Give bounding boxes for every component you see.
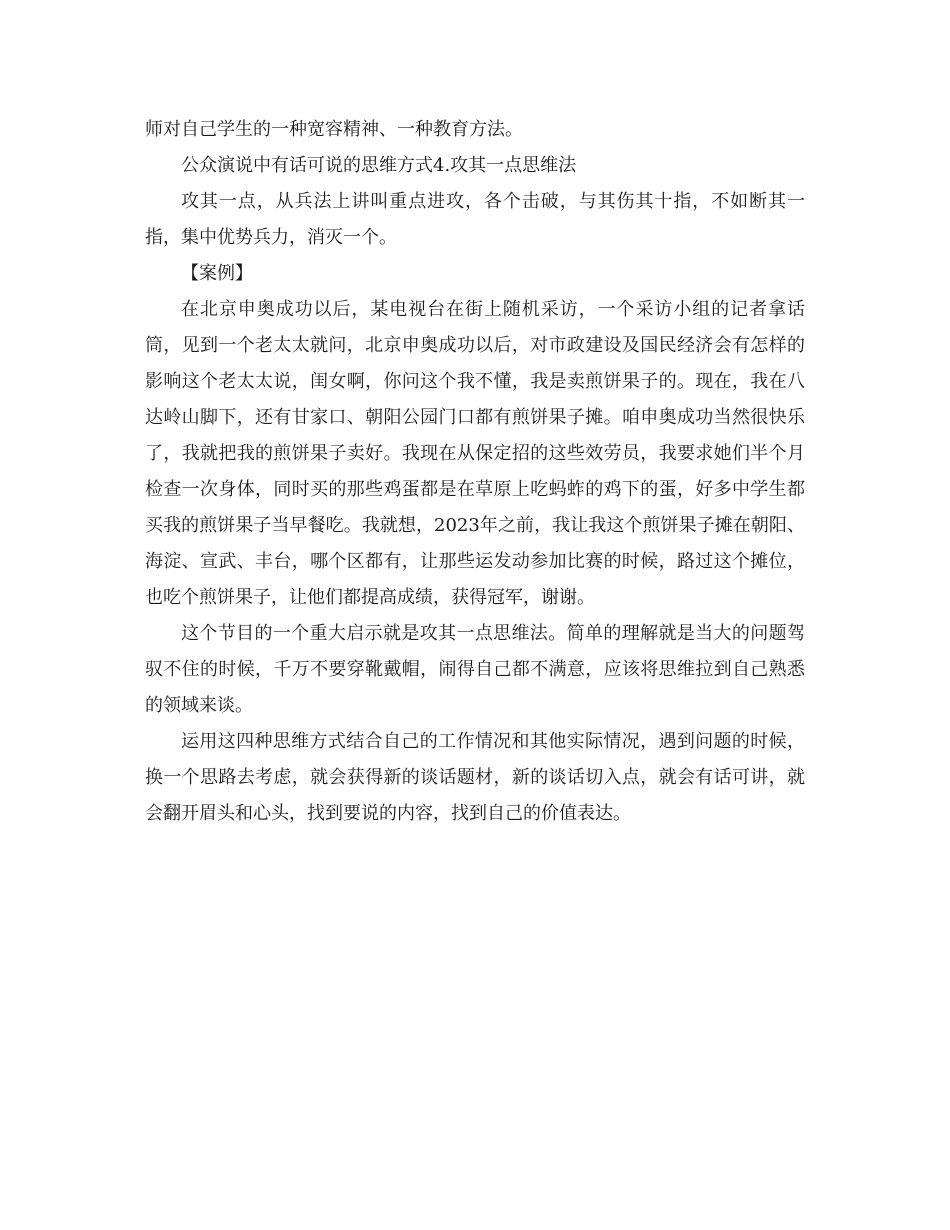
paragraph-case-story: 在北京申奥成功以后，某电视台在街上随机采访，一个采访小组的记者拿话筒，见到一个老太太就问，北京申奥成功以后，对市政建设及国民经济会有怎样的影响这个老太太说，闺女啊，你问这个我不懂，我是卖煎饼果子的。现在，我在八达岭山脚下，还有甘家口、朝阳公园门口都有煎饼果子摊。咱申奥成功当然很快乐了，我就把我的煎饼果子卖好。我现在从保定招的这些效劳员，我要求她们半个月检查一次身体，同时买的那些鸡蛋都是在草原上吃蚂蚱的鸡下的蛋，好多中学生都买我的煎饼果子当早餐吃。我就想，2023年之前，我让我这个煎饼果子摊在朝阳、海淀、宣武、丰台，哪个区都有，让那些运发动参加比赛的时候，路过这个摊位，也吃个煎饼果子，让他们都提高成绩，获得冠军，谢谢。 bbox=[145, 299, 805, 608]
paragraph-definition: 攻其一点，从兵法上讲叫重点进攻，各个击破，与其伤其十指，不如断其一指，集中优势兵力，消灭一个。 bbox=[145, 191, 805, 248]
case-label: 【案例】 bbox=[181, 263, 253, 284]
paragraph-continuation: 师对自己学生的一种宽容精神、一种教育方法。 bbox=[145, 119, 523, 140]
paragraph-insight: 这个节目的一个重大启示就是攻其一点思维法。简单的理解就是当大的问题驾驭不住的时候，千万不要穿靴戴帽，闹得自己都不满意，应该将思维拉到自己熟悉的领域来谈。 bbox=[145, 623, 805, 716]
document-page bbox=[145, 112, 805, 832]
section-heading: 公众演说中有话可说的思维方式4.攻其一点思维法 bbox=[181, 155, 577, 176]
paragraph-conclusion: 运用这四种思维方式结合自己的工作情况和其他实际情况，遇到问题的时候，换一个思路去考虑，就会获得新的谈话题材，新的谈话切入点，就会有话可讲，就会翻开眉头和心头，找到要说的内容，找到自己的价值表达。 bbox=[145, 731, 805, 824]
